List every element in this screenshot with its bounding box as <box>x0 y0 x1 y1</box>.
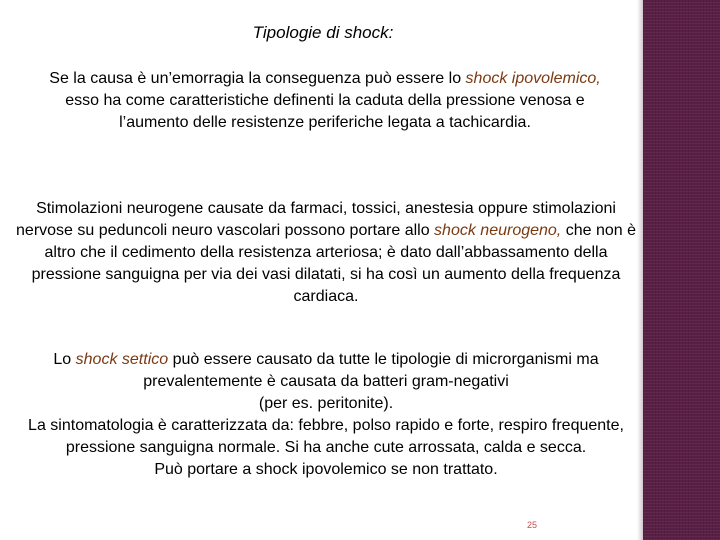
p3-highlight-term: shock settico <box>75 351 169 368</box>
p3-line3: La sintomatologia è caratterizzata da: febbre, polso rapido e forte, respiro frequente, pressione sanguigna normale. Si ha anche cute arrossata, calda e secca. <box>28 417 624 456</box>
paragraph-septic <box>16 349 636 481</box>
slide-title: Tipologie di shock: <box>252 23 394 42</box>
page-number: 25 <box>526 520 537 530</box>
p2-highlight-term: shock neurogeno, <box>434 222 562 239</box>
decorative-sidebar <box>643 0 720 540</box>
p2-text-after: che non è altro che il cedimento della resistenza arteriosa; è dato dall’abbassamento della pressione sanguigna per via dei vasi dilatati, si ha così un aumento della frequenza cardiaca. <box>31 222 636 305</box>
p1-highlight-term: shock ipovolemico, <box>465 70 601 87</box>
paragraph-neurogenic <box>16 198 636 308</box>
p1-text-after: esso ha come caratteristiche definenti la caduta della pressione venosa e l’aumento delle resistenze periferiche legata a tachicardia. <box>65 92 585 131</box>
p3-line4: Può portare a shock ipovolemico se non trattato. <box>154 461 498 478</box>
p3-line1-after: può essere causato da tutte le tipologie di microrganismi ma prevalentemente è causata da batteri gram-negativi <box>143 351 599 390</box>
p3-text-before: Lo <box>53 351 76 368</box>
p1-text-before: Se la causa è un’emorragia la conseguenza può essere lo <box>49 70 466 87</box>
paragraph-hypovolemic <box>40 68 610 134</box>
p2-text-before: Stimolazioni neurogene causate da farmaci, tossici, anestesia oppure stimolazioni nervose su peduncoli neuro vascolari possono portare allo <box>16 200 616 239</box>
p3-line2: (per es. peritonite). <box>258 395 394 412</box>
